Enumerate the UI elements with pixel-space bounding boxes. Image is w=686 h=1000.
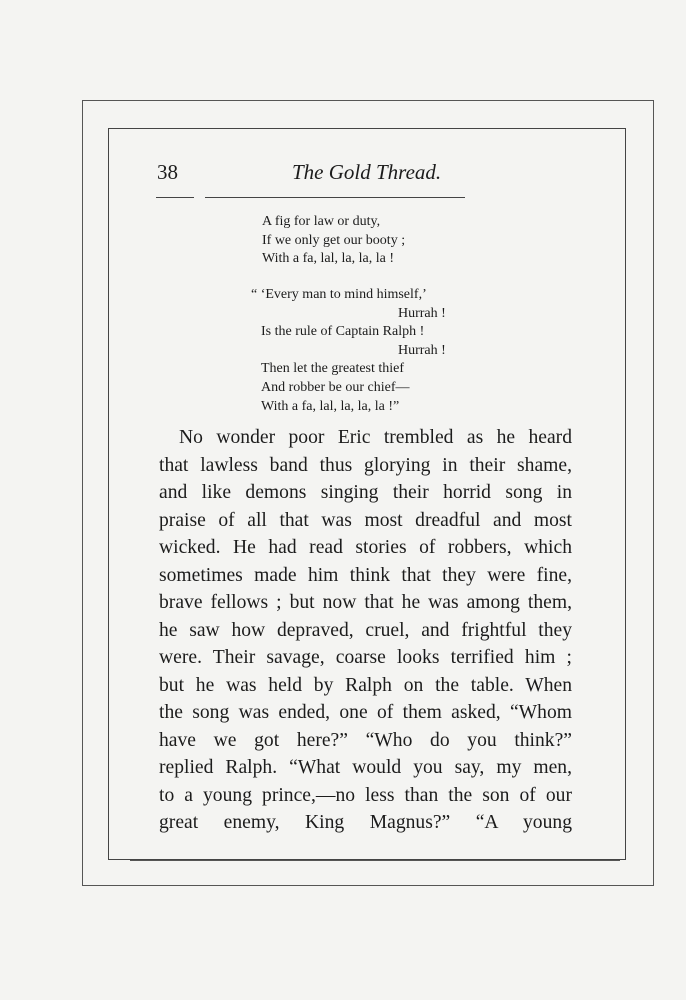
- paragraph-line: that lawless band thus glorying in their shame,: [159, 454, 572, 476]
- verse-line-refrain: Hurrah !: [398, 342, 446, 358]
- paragraph-line: replied Ralph. “What would you say, my men,: [159, 757, 572, 778]
- paragraph-line: sometimes made him think that they were fine,: [159, 564, 572, 586]
- body-paragraph: [159, 424, 572, 837]
- verse-line: With a fa, lal, la, la, la !”: [261, 398, 400, 414]
- paragraph-line: and like demons singing their horrid song in: [159, 482, 572, 503]
- verse-line: “ ‘Every man to mind himself,’: [251, 287, 427, 302]
- verse-line: Then let the greatest thief: [261, 361, 405, 377]
- page-number: 38: [157, 160, 178, 184]
- verse-stanza-1: [262, 213, 405, 269]
- paragraph-line: the song was ended, one of them asked, “Whom: [159, 702, 572, 723]
- paragraph-line: No wonder poor Eric trembled as he heard: [179, 427, 572, 448]
- verse-line: With a fa, lal, la, la, la !: [262, 251, 394, 267]
- verse-stanza-2: [251, 286, 446, 416]
- paragraph-line: praise of all that was most dreadful and most: [159, 509, 572, 531]
- paragraph-line: have we got here?” “Who do you think?”: [159, 729, 572, 751]
- footer-rule: [130, 860, 620, 861]
- verse-line: Is the rule of Captain Ralph !: [261, 324, 425, 340]
- paragraph-line: to a young prince,—no less than the son of our: [159, 784, 572, 806]
- paragraph-line: were. Their savage, coarse looks terrified him ;: [159, 647, 572, 668]
- header-rule-left: [156, 197, 194, 198]
- verse-line: And robber be our chief—: [261, 379, 410, 395]
- paragraph-line: he saw how depraved, cruel, and frightful they: [159, 619, 572, 641]
- paragraph-line: wicked. He had read stories of robbers, which: [159, 537, 572, 558]
- paragraph-line: brave fellows ; but now that he was among them,: [159, 592, 572, 613]
- header-rule-main: [205, 197, 465, 198]
- running-head-title: The Gold Thread.: [292, 160, 442, 184]
- paragraph-line: but he was held by Ralph on the table. When: [159, 674, 572, 696]
- paragraph-line: great enemy, King Magnus?” “A young: [159, 812, 572, 833]
- verse-line: If we only get our booty ;: [262, 232, 406, 248]
- verse-line: A fig for law or duty,: [262, 214, 381, 229]
- verse-line-refrain: Hurrah !: [398, 305, 446, 321]
